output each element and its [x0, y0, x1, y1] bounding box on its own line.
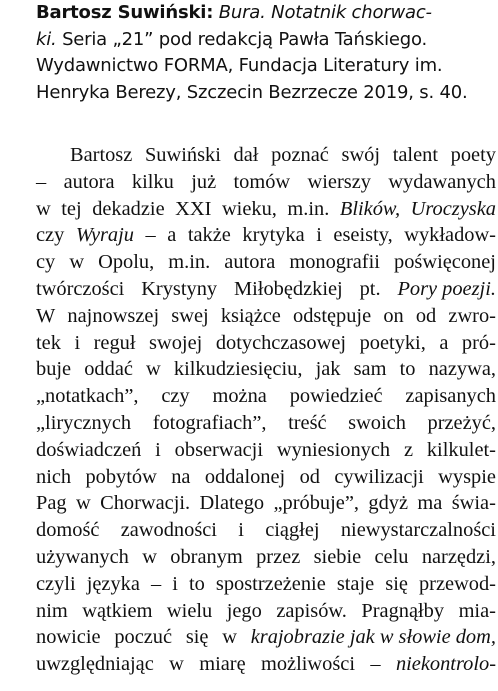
body-line [36, 276, 496, 303]
biblio-line-4: Henryka Berezy, Szczecin Bezrzecze 2019, s. 40. [36, 81, 468, 103]
body-line [36, 196, 496, 223]
body-word: buje [36, 358, 72, 381]
body-line [36, 169, 496, 196]
body-word: pró- [461, 331, 496, 354]
body-word: autora [224, 251, 276, 274]
body-line [36, 464, 496, 491]
body-word: poczuć [114, 626, 173, 649]
body-word: reguł [93, 331, 136, 354]
body-word: – [150, 572, 162, 595]
body-line [36, 383, 496, 410]
body-word: to [399, 358, 416, 381]
body-word: niekontrolo- [395, 653, 496, 676]
body-word: cywilizacji [334, 465, 424, 488]
body-word: swej [171, 304, 209, 327]
body-word: w [142, 545, 157, 568]
body-word: talent [392, 144, 438, 166]
body-word: w [222, 626, 237, 649]
body-word: Suwiński [144, 144, 221, 166]
body-word: narzędzi, [421, 545, 496, 568]
book-title-continued: ki. [36, 28, 57, 50]
body-word: nazywa, [428, 358, 496, 381]
body-word: z [403, 438, 414, 461]
body-line [36, 303, 496, 330]
body-word: gdyż [368, 492, 409, 515]
book-title: Bura. Notatnik chorwac- [218, 2, 432, 23]
body-word: ma [417, 492, 443, 515]
body-word: wątkiem [82, 599, 153, 622]
body-word: oddać [84, 358, 133, 381]
body-word: poetyki, [359, 331, 426, 354]
body-word: wyspie [438, 465, 496, 488]
body-word: wierszy [307, 170, 371, 193]
body-word: krytyka [242, 224, 305, 247]
body-word: Blików, [339, 197, 401, 220]
body-word: odstępuje [293, 304, 372, 327]
body-word: staje [336, 572, 375, 595]
body-word: obranym [170, 545, 243, 568]
body-word: jak [315, 358, 341, 381]
body-word: przeżyć, [427, 411, 496, 434]
body-word: pt. [359, 277, 381, 300]
body-word: Miłobędzkiej [233, 277, 343, 300]
body-line [36, 598, 496, 625]
body-word: pobytów [85, 465, 157, 488]
body-word: poety [450, 144, 496, 166]
body-word: swojej [149, 331, 203, 354]
body-line [36, 544, 496, 571]
body-word: czyli [36, 572, 76, 595]
body-line [36, 410, 496, 437]
body-word: wyniesionych [276, 438, 391, 461]
body-word: doświadczeń [36, 438, 142, 461]
body-word: dotychczasowej [215, 331, 347, 354]
body-word: to [188, 572, 205, 595]
body-word: w [75, 492, 91, 515]
biblio-line-2 [36, 27, 496, 54]
body-word: „próbuje”, [273, 492, 359, 515]
body-word: uwzględniając [36, 653, 154, 676]
body-word: zapisanych [405, 385, 496, 408]
body-word: tek [36, 331, 61, 354]
body-word: oddalonej [204, 465, 286, 488]
body-word: w [146, 358, 161, 381]
body-line [36, 249, 496, 276]
body-line [36, 517, 496, 544]
body-word: poznać [271, 144, 329, 166]
body-word: powiedzieć [289, 385, 383, 408]
body-word: Pag [36, 492, 67, 515]
body-word: Bartosz [70, 144, 133, 166]
body-word: – [370, 653, 381, 676]
body-word: mia- [458, 599, 496, 622]
body-line [36, 624, 496, 651]
body-line [36, 330, 496, 357]
body-word: się [185, 626, 209, 649]
body-word: kilkudziesięciu, [173, 358, 303, 381]
body-word: W [36, 304, 56, 327]
body-word: możliwości [261, 653, 356, 676]
body-line [36, 490, 496, 517]
body-word: twórczości [36, 277, 125, 300]
body-word: nich [36, 465, 72, 488]
body-word: sam [353, 358, 387, 381]
body-word: książce [220, 304, 281, 327]
body-word: – [36, 170, 47, 193]
body-word: dał [233, 144, 259, 166]
body-word: w [169, 653, 184, 676]
bibliographic-note [36, 0, 496, 106]
review-body [36, 142, 496, 678]
body-word: jego [226, 599, 262, 622]
body-word: – [145, 224, 156, 247]
body-word: Pory poezji. [397, 277, 496, 300]
body-word: i [155, 438, 161, 461]
body-word: języka [86, 572, 140, 595]
body-word: nim [36, 599, 68, 622]
body-word: celu [374, 545, 409, 568]
body-line [36, 437, 496, 464]
body-word: na [171, 465, 191, 488]
body-word: przez [256, 545, 301, 568]
body-word: autora [63, 170, 115, 193]
body-word: wieku, [221, 197, 277, 220]
body-word: spostrzeżenie [215, 572, 326, 595]
biblio-line-3: Wydawnictwo FORMA, Fundacja Literatury im. [36, 55, 443, 77]
body-word: wykładow- [404, 224, 496, 247]
body-word: eseisty, [333, 224, 393, 247]
body-word: się [385, 572, 408, 595]
body-word: Uroczyska [410, 197, 496, 220]
biblio-line-1 [36, 0, 496, 27]
body-word: obserwacji [174, 438, 263, 461]
body-word: używanych [36, 545, 129, 568]
body-word: a [167, 224, 177, 247]
body-word: fotografiach”, [152, 411, 267, 434]
body-word: od [299, 465, 320, 488]
body-line [36, 142, 496, 169]
body-line [36, 356, 496, 383]
body-word: siebie [313, 545, 362, 568]
body-word: już [191, 170, 217, 193]
body-word: najnowszej [67, 304, 160, 327]
body-word: zwro- [448, 304, 496, 327]
body-word: świa- [451, 492, 496, 515]
body-word: i [316, 224, 322, 247]
body-word: czy [161, 385, 190, 408]
body-word: zawodności [120, 519, 217, 542]
body-word: niewystarczalności [340, 519, 496, 542]
body-word: swoich [348, 411, 406, 434]
body-word: tomów [233, 170, 291, 193]
body-word: ciągłej [265, 519, 320, 542]
body-word: krajobrazie jak w słowie dom, [250, 626, 496, 649]
body-word: monografii [289, 251, 380, 274]
body-word: i [238, 519, 244, 542]
body-word: zapisów. [276, 599, 347, 622]
body-word: wydawanych [388, 170, 496, 193]
body-word: Pragnąłby [361, 599, 445, 622]
body-word: „notatkach”, [36, 385, 139, 408]
body-word: czy [36, 224, 65, 247]
book-author: Bartosz Suwiński: [36, 2, 214, 23]
body-word: XXI [175, 197, 212, 220]
body-word: swój [341, 144, 381, 166]
body-word: dekadzie [92, 197, 165, 220]
body-word: od [415, 304, 437, 327]
body-word: cy [36, 251, 56, 274]
body-word: miarę [199, 653, 246, 676]
body-word: poświęconej [394, 251, 496, 274]
body-word: m.in. [168, 251, 211, 274]
body-word: przewod- [418, 572, 496, 595]
series-info: Seria „21” pod redakcją Pawła Tańskiego. [56, 28, 428, 50]
body-line [36, 222, 496, 249]
body-word: nowicie [36, 626, 101, 649]
body-word: i [172, 572, 178, 595]
body-word: wielu [166, 599, 213, 622]
body-word: Wyraju [75, 224, 134, 247]
body-word: i [74, 331, 81, 354]
body-word: w [36, 197, 51, 220]
body-word: „lirycznych [36, 411, 132, 434]
body-word: on [383, 304, 404, 327]
body-word: kilkulet- [426, 438, 496, 461]
body-word: a [439, 331, 449, 354]
body-word: Dlatego [199, 492, 265, 515]
body-line [36, 651, 496, 678]
body-word: treść [288, 411, 327, 434]
body-word: w [69, 251, 85, 274]
body-word: Chorwacji. [100, 492, 191, 515]
body-word: Opolu, [98, 251, 155, 274]
body-word: można [212, 385, 267, 408]
body-line [36, 571, 496, 598]
body-word: także [187, 224, 231, 247]
body-word: kilku [131, 170, 174, 193]
body-word: domość [36, 519, 100, 542]
body-word: tej [61, 197, 82, 220]
body-word: Krystyny [141, 277, 218, 300]
body-word: m.in. [287, 197, 330, 220]
